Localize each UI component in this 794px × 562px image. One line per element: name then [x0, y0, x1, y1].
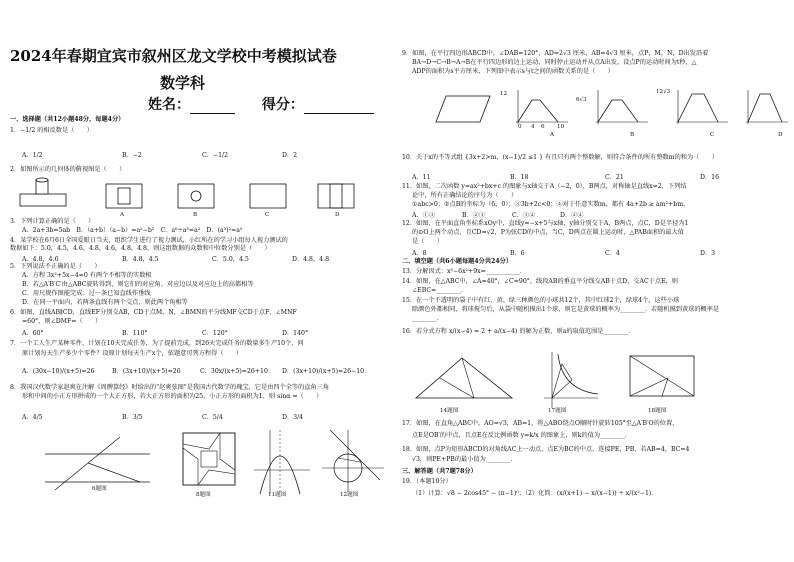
q7-option-a[interactable]: A．(30x−10)/(x+5)=26 — [22, 368, 95, 375]
q2-option-b[interactable]: B — [193, 212, 198, 218]
q7-line-2: 原计划每天生产多少个零件？设原计划每天生产x个，依题意可列方程得（ ） — [22, 350, 243, 357]
q8-option-b[interactable]: B．3/5 — [122, 414, 143, 421]
q7-option-d[interactable]: D．(3x+10)/(x+5)=26−10 — [282, 368, 365, 375]
q4-option-c[interactable]: C．5.0，4.5 — [212, 256, 249, 263]
q7-option-c[interactable]: C．30x/(x+5)=26+10 — [200, 368, 268, 375]
q2-option-c[interactable]: C — [265, 212, 270, 218]
q1-option-a[interactable]: A．1/2 — [22, 152, 43, 159]
fig-6-caption: 6题图 — [92, 486, 107, 492]
q13-stem[interactable]: 13．分解因式：x³−6x²+9x=___________． — [402, 268, 527, 275]
graph-a — [516, 90, 568, 124]
fig-17-caption: 17题图 — [548, 408, 567, 414]
q7-line-1: 7．一个工人生产某种零件，计划在10天完成任务，为了提前完成，到26天完成任务的数量多生产10个，问 — [10, 340, 304, 347]
graph-a-s-tick: 12 — [500, 91, 508, 97]
q5-option-a[interactable]: A．方程 3x²+5x−4=0 有两个不相等的实数根 — [22, 272, 152, 279]
fig-14-triangle — [416, 358, 512, 398]
fig-12-caption: 12题图 — [340, 492, 359, 498]
q12-option-a[interactable]: A．8 — [412, 250, 427, 257]
graph-c — [676, 90, 728, 124]
q9-line-2: BA→D→C→B→A→B在平行四边形的边上运动，同时停止运动并从点A出发，设点P的运动时间为t秒，△ — [412, 59, 697, 66]
fig-8-caption: 8题图 — [196, 492, 211, 498]
q4-line-1: 4．某学校在6月6日全国爱眼日当天，组织学生进行了视力测试，小红所在的学习小组每人视力测试的 — [10, 237, 288, 244]
q16-stem[interactable]: 16．若分式方程 x/(x−4) = 2 + a/(x−4) 的解为正数，则a的取值范围是________． — [402, 328, 635, 335]
q6-option-c[interactable]: C．120° — [202, 330, 228, 337]
fig-14-caption: 14题图 — [440, 408, 459, 414]
q8-option-a[interactable]: A．4/5 — [22, 414, 43, 421]
q11-option-c[interactable]: C．③④ — [512, 212, 536, 219]
q2-figures — [18, 176, 378, 212]
q19-stem: 19．（本题10分） — [402, 478, 452, 485]
graph-a-t-tick-4: 4 — [531, 124, 535, 130]
q12-option-d[interactable]: D．3 — [700, 250, 716, 257]
graph-c-s-tick: 12√3 — [656, 89, 671, 95]
q17-line-1: 17．如图，在直角△ABC中，AO=√3，AB=1，将△ABO绕点O顺时针旋转105°至△A′B′O的位置， — [402, 420, 679, 427]
section-1-heading: 一、选择题（共12小题48分，每题4分） — [10, 116, 125, 123]
q10-option-d[interactable]: D．16 — [700, 174, 720, 181]
fig-12-circle-line — [320, 428, 386, 494]
q2-option-d[interactable]: D — [335, 212, 340, 218]
q14-line-1: 14．如图，在△ABC中，∠A=40°，∠C=90°，线段AB的垂直平分线交AB于点D，交AC于点E，则 — [402, 278, 678, 285]
q2-stem: 2．如图所示的几何体的俯视图是（ ） — [10, 166, 126, 173]
q10-option-c[interactable]: C．21 — [605, 174, 624, 181]
fig-11-parabola — [252, 428, 312, 496]
q14-line-2[interactable]: ∠EBC=________． — [412, 287, 468, 294]
fig-6-parallel-lines — [40, 432, 160, 492]
name-blank[interactable] — [190, 103, 235, 114]
graph-a-t-tick-10: 10 — [557, 124, 565, 130]
q9-option-b[interactable]: B — [630, 132, 635, 138]
q12-line-2: 的⊙O上两个动点，且CD=√2，P为弦CD的中点，当C，D两点在圆上运动时，△PAB面积的最大值 — [412, 229, 684, 236]
q10-option-a[interactable]: A．11 — [412, 174, 431, 181]
q12-line-1: 12．如图，在平面直角坐标系xOy中，直线y=−x+5与x轴，y轴分别交于A，B两点，点C，D是半径为1 — [402, 220, 689, 227]
q3-options[interactable]: A．2a+3b=5ab B．（a+b）（a−b）=a²−b² C．a⁶÷a³=a² D．(a³)²=a⁵ — [22, 227, 243, 234]
q9-figures — [428, 88, 788, 128]
q5-option-b[interactable]: B．若△A′B′C′由△ABC旋转得到，则它们的对应角、对应边以及对应边上的高都相等 — [22, 281, 254, 288]
graph-b — [596, 90, 648, 124]
q9-line-1: 9．如图，在平行四边形ABCD中，∠DAB=120°，AD=2√3 厘米，AB=4√3 厘米，点P，M，N，D出发沿着 — [402, 50, 709, 57]
q9-line-3: ADP的面积为s平方厘米，下列图中表示s与t之间的函数关系的是（ ） — [412, 68, 614, 75]
q10-option-b[interactable]: B．18 — [510, 174, 529, 181]
q3-stem: 3．下列计算正确的是（ ） — [10, 218, 95, 225]
q11-line-2: 论中，所有正确结论的序号为（ ） — [412, 192, 518, 199]
q8-option-d[interactable]: D．3/4 — [282, 414, 304, 421]
q9-option-d[interactable]: D — [778, 132, 783, 138]
graph-d — [746, 90, 788, 124]
q4-option-a[interactable]: A．4.8，4.6 — [22, 256, 59, 263]
q8-line-1: 8．我国汉代数学家赵爽在注解《周髀算经》时给出的"赵爽弦图"是我国古代数学的瑰宝，它是由四个全等的直角三角 — [10, 384, 330, 391]
q6-option-b[interactable]: B．110° — [122, 330, 148, 337]
q15-line-3[interactable]: ________． — [412, 315, 443, 322]
q4-option-d[interactable]: D．4.8，4.8 — [292, 256, 330, 263]
q10-stem: 10．关于x的不等式组 {3x+2>m，(x−1)/2 ≤1 } 有且只有两个整数解，则符合条件的所有整数m的和为（ ） — [402, 154, 718, 161]
q19-parts[interactable]: （1）计算：√8 − 2cos45° − (π−1)⁰；（2）化简：(x/(x+1) − x/(x−1)) ÷ x/(x²−1)． — [412, 490, 658, 497]
fig-17-hyperbola — [544, 352, 598, 408]
q5-stem: 5．下列说法不正确的是（ ） — [10, 263, 101, 270]
q8-option-c[interactable]: C．5/4 — [202, 414, 223, 421]
q6-option-d[interactable]: D．140° — [282, 330, 309, 337]
q6-line-1: 6．如图，直线AB∥CD，直线EF分别交AB，CD于点M，N，∠BMN的平分线MF交CD于点F，∠MNF — [10, 309, 297, 316]
q4-line-2: 数据如下：5.0，4.5，4.6，4.8，4.6，4.8，4.8，则这组数据的众数和中位数分别是（ ） — [10, 245, 271, 252]
q1-option-b[interactable]: B．−2 — [122, 152, 142, 159]
q11-line-1: 11．如图，二次函数 y=ax²+bx+c 的图象与x轴交于A（−2，0），B两点，对称轴是直线x=2，下列结 — [402, 183, 687, 190]
q11-option-d[interactable]: D．②④ — [560, 212, 584, 219]
q5-option-c[interactable]: C．用尺规作图能完成：过一条已知直线作垂线 — [22, 290, 151, 297]
q11-line-3: ①abc>0；②点B的坐标为（6，0）；③3b+2c<0；④对于任意实数m，都有 4a+2b ≥ am²+bm， — [412, 201, 690, 208]
graph-a-t-tick-6: 6 — [541, 124, 545, 130]
right-column — [400, 0, 794, 562]
score-blank[interactable] — [304, 103, 374, 114]
section-3-heading: 三、解答题（共7题78分） — [402, 468, 477, 475]
q9-option-c[interactable]: C — [710, 132, 715, 138]
q1-option-d[interactable]: D．2 — [282, 152, 298, 159]
q18-line-2[interactable]: √3，则PE+PB的最小值为________． — [412, 456, 517, 463]
q15-line-1: 15．在一个不透明的袋子中有红、黄、绿三种颜色的小球共12个，其中红球2个，绿球4个，这些小球 — [402, 297, 680, 304]
q7-option-b[interactable]: B．(3x+10)/(x+5)=26 — [112, 368, 181, 375]
fig-11-caption: 11题图 — [268, 492, 287, 498]
exam-title: 2024年春期宜宾市叙州区龙文学校中考模拟试卷 — [10, 47, 337, 65]
q9-option-a[interactable]: A — [550, 132, 555, 138]
section-2-heading: 二、填空题（共6小题每题4分共24分） — [402, 258, 513, 265]
q17-line-2[interactable]: 点E是OB′的中点，且点E在反比例函数 y=k/x 的图象上，则k的值为________． — [412, 432, 631, 439]
q12-option-c[interactable]: C．4 — [605, 250, 620, 257]
q5-option-d[interactable]: D．在同一平面内，若两条直线有两个交点，则此两个角相等 — [22, 299, 188, 306]
fig-8-zhao-shuang-square — [180, 430, 240, 490]
q15-line-2: 除颜色外都相同，将球搅匀后，从袋中随机摸出1个球，则它是黄球的概率为________．若随机摸到黄球的概率是 — [412, 306, 720, 313]
section-2-figures — [412, 350, 792, 412]
graph-a-t-tick-0: 0 — [518, 124, 522, 130]
q6-option-a[interactable]: A．60° — [22, 330, 44, 337]
fig-18-caption: 18题图 — [648, 408, 667, 414]
q18-line-1: 18．如图，点P为矩形ABCD的对角线AC上一动点，点E为BC的中点，连接PE，PB，若AB=4，BC=4 — [402, 446, 690, 453]
q6-line-2: =60°，则∠DMF=（ ） — [22, 318, 102, 325]
exam-subject: 数学科 — [160, 74, 206, 92]
name-field[interactable]: 姓名： 得分： — [148, 94, 374, 114]
fig-18-rectangle — [630, 356, 694, 396]
q1-stem: 1．−1/2 的相反数是（ ） — [10, 127, 93, 134]
q11-option-b[interactable]: B．②③ — [462, 212, 486, 219]
q8-line-2: 形和中间的小正方形拼成的一个大正方形，若大正方形的面积为25，小正方形的面积为1，则 sinα =（ ） — [22, 393, 323, 400]
q12-line-3: 是（ ） — [412, 238, 443, 245]
q11-option-a[interactable]: A．①③ — [412, 212, 436, 219]
q4-option-b[interactable]: B．4.8，4.5 — [122, 256, 159, 263]
q12-option-b[interactable]: B．6 — [510, 250, 525, 257]
graph-b-s-tick: 6√3 — [576, 97, 587, 103]
q1-option-c[interactable]: C．−1/2 — [202, 152, 229, 159]
q2-option-a[interactable]: A — [120, 212, 125, 218]
